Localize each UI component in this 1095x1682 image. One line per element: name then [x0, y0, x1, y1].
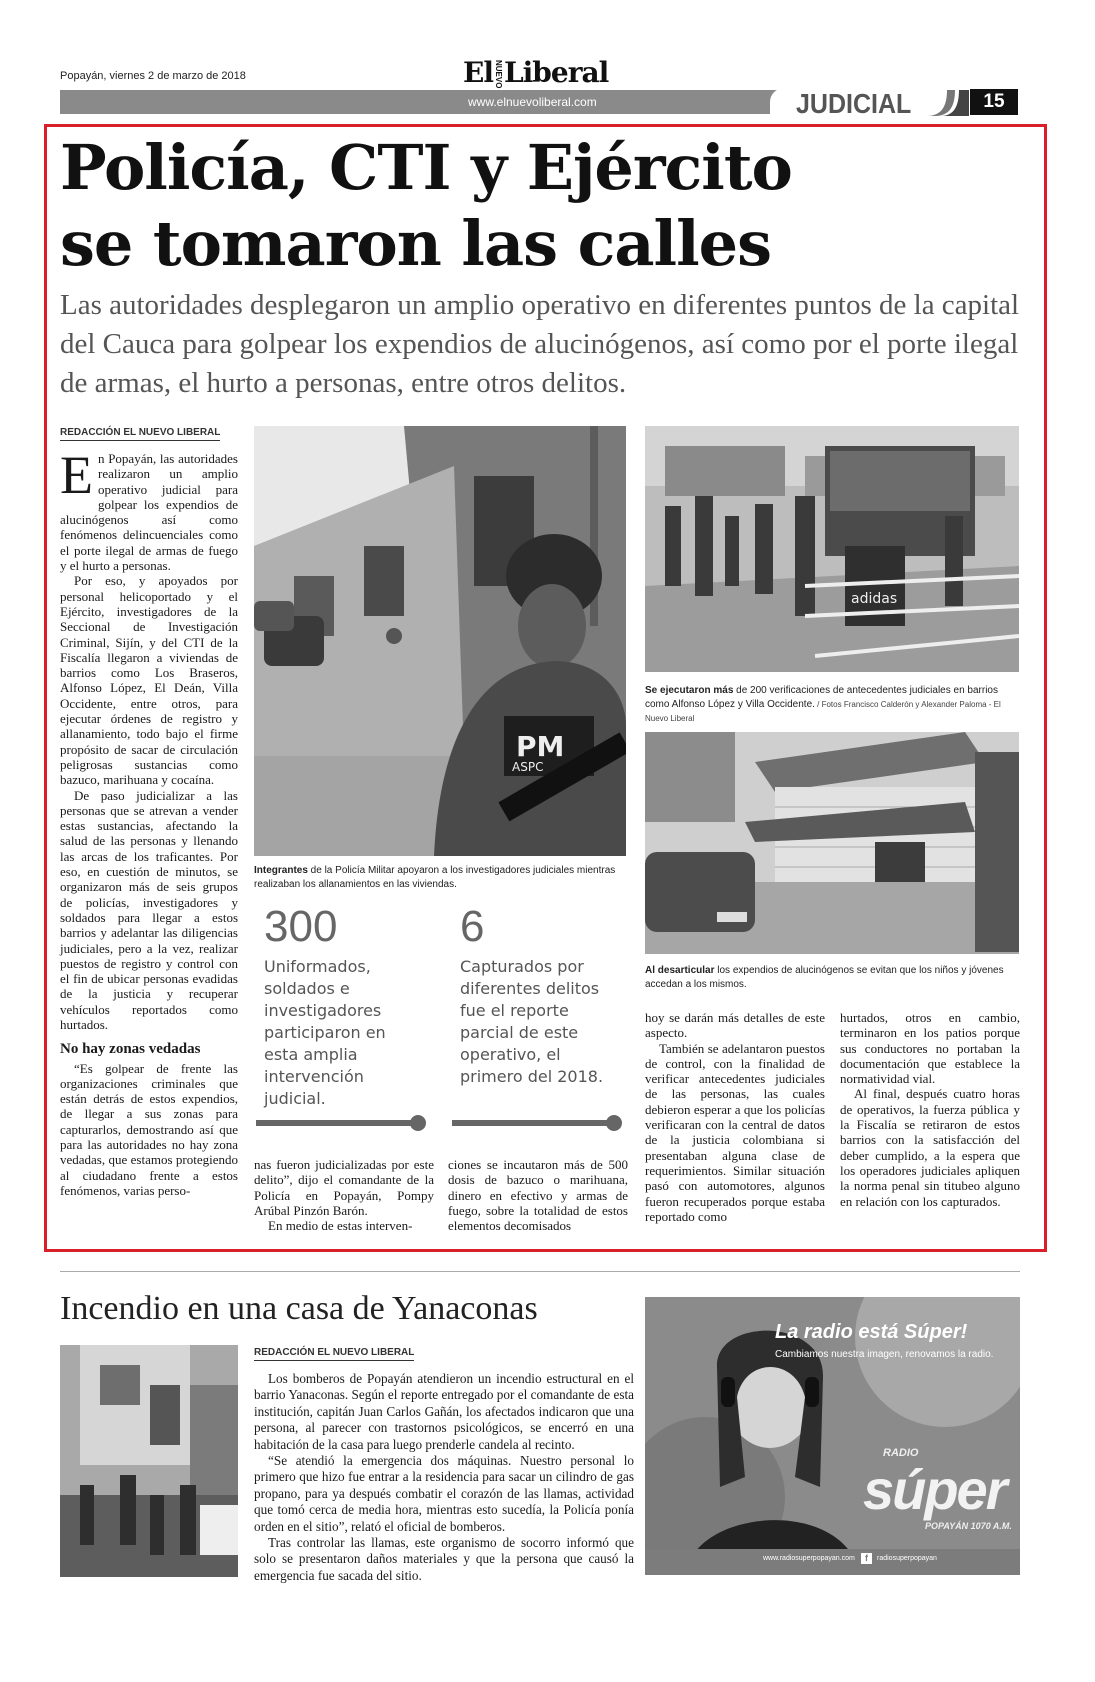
fire-scene-photo-illustration — [60, 1345, 238, 1577]
paragraph: Tras controlar las llamas, este organismo de socorro informó que solo se presentaron daños materiales y que la persona que causó la emergencia fue sacada del sitio. — [254, 1535, 634, 1583]
paragraph: hurtados, otros en cambio, terminaron en los patios porque sus conductores no portaban la documentación que establece la normatividad vial. — [840, 1010, 1020, 1087]
article-column-4 — [645, 1010, 825, 1224]
paragraph: En Popayán, las autoridades realizaron un amplio operativo judicial para golpear los expendios de alucinógenos así como fenómenos delincuenciales como el porte ilegal de armas de fuego y el hurto a personas. — [60, 445, 238, 574]
photo-fire-scene — [60, 1345, 238, 1577]
website-url[interactable]: www.elnuevoliberal.com — [468, 95, 597, 109]
ad-website[interactable]: www.radiosuperpopayan.com — [763, 1555, 855, 1562]
radio-super-advertisement[interactable] — [645, 1297, 1020, 1575]
logo-el: El — [463, 56, 493, 89]
paragraph: ciones se incautaron más de 500 dosis de bazuco o marihuana, dinero en efectivo y armas de fuego, sobre la totalidad de estos elementos decomisados — [448, 1157, 628, 1234]
paragraph: En medio de estas interven- — [268, 1218, 413, 1234]
stat-uniformed-number: 300 — [264, 902, 338, 951]
photo-credit: / Fotos Francisco Calderón y Alexander Paloma - El Nuevo Liberal — [645, 700, 1001, 723]
logo-liberal: Liberal — [503, 56, 609, 89]
article-column-1 — [60, 445, 238, 1198]
photo-house — [645, 732, 1019, 954]
section-divider — [60, 1271, 1020, 1272]
vest-label: PM — [516, 730, 565, 763]
ad-tagline: La radio está Súper! — [775, 1321, 968, 1343]
newspaper-logo[interactable] — [463, 56, 608, 89]
section-name: JUDICIAL — [796, 88, 912, 120]
paragraph: Los bomberos de Popayán atendieron un incendio estructural en el barrio Yanaconas. Según el reporte entregado por el comandante de esta institución, capitán Juan Carlos Gañán, los afectados indicaron que una persona, al parecer con trastornos psicológicos, se encerró en una habitación de la casa para luego prenderle candela al recinto. — [254, 1371, 634, 1452]
ad-subline: Cambiamos nuestra imagen, renovamos la radio. — [775, 1349, 994, 1360]
stat-divider — [452, 1120, 612, 1126]
logo-nuevo: NUEVO — [493, 60, 503, 89]
checkpoint-photo-illustration — [645, 426, 1019, 672]
paragraph: nas fueron judicializadas por este delito”, dijo el comandante de la Policía en Popayán, Pompy Arúbal Pinzón Barón. — [254, 1157, 434, 1218]
paragraph: “Se atendió la emergencia dos máquinas. Nuestro personal lo primero que hizo fue entrar a la residencia para sacar un cilindro de gas propano, para ya después combatir el corazón de las llamas, actividad que tomó cerca de media hora, mientras esto sucedía, la Policía ponía orden en el sitio”, relató el oficial de bomberos. — [254, 1453, 634, 1534]
paragraph: Por eso, y apoyados por personal helicoportado y el Ejército, investigadores de la Seccional de Investigación Criminal, Sijín, y del CTI de la Fiscalía llegaron a viviendas de barrios como Los Braseros, Alfonso López, El Deán, Villa Occidente, entre otros, para ejecutar órdenes de registro y allanamiento, todo bajo el firme propósito de sacar de circulación peligrosas sustancias como bazuco, marihuana y cocaína. — [60, 573, 238, 788]
stat-dot — [606, 1115, 622, 1131]
stat-dot — [410, 1115, 426, 1131]
article-column-2 — [254, 1157, 434, 1233]
paragraph: Al final, después cuatro horas de operativos, la fuerza pública y la Fiscalía se retiraron de estos barrios con la satisfacción del deber cumplido, a la espera que los operadores judiciales apliquen la norma penal sin titubeo alguno en relación con los capturados. — [840, 1086, 1020, 1209]
photo3-caption: Al desarticular los expendios de alucinógenos se evitan que los niños y jóvenes accedan a los mismos. — [645, 965, 1004, 990]
headline-line-1: Policía, CTI y Ejército — [60, 131, 792, 204]
issue-date: Popayán, viernes 2 de marzo de 2018 — [60, 70, 246, 82]
paragraph: De paso judicializar a las personas que se atrevan a vender estas sustancias, afectando la salud de las personas y llenando las arcas de los traficantes. Por eso, en cuestión de minutos, se organizaron más de seis grupos de policías, investigadores y soldados para llegar a estos barrios y adelantar las diligencias judiciales, pero a la vez, realizar puestos de registro y control con el fin de ubicar personas evadidas de la justicia y recuperar vehículos reportados como hurtados. — [60, 787, 238, 1032]
house-photo-illustration — [645, 732, 1019, 954]
paragraph: También se adelantaron puestos de control, con la finalidad de verificar antecedentes judiciales de las personas, las cuales debieron esperar a que los policías verificaran con la central de datos de la justicia colombiana si presentaban alguna clase de requerimientos. Similar situación pasó con automotores, algunos fueron recuperados porque estaba reportado como — [645, 1040, 825, 1224]
vest-label-small: ASPC — [512, 760, 544, 774]
article-column-5 — [840, 1010, 1020, 1209]
photo1-caption: Integrantes de la Policía Militar apoyaron a los investigadores judiciales mientras realizaban los allanamientos en las viviendas. — [254, 865, 616, 890]
page-number: 15 — [970, 89, 1018, 115]
article2-byline: REDACCIÓN EL NUEVO LIBERAL — [254, 1347, 414, 1361]
article-column-3 — [448, 1157, 628, 1233]
stat-divider — [256, 1120, 416, 1126]
shirt-label: adidas — [851, 591, 898, 607]
photo2-caption: Se ejecutaron más de 200 verificaciones de antecedentes judiciales en barrios como Alfonso López y Villa Occidente. / Fotos Francisco Calderón y Alexander Paloma - El Nuevo Liberal — [645, 685, 1001, 723]
ad-brand-city: POPAYÁN 1070 A.M. — [925, 1521, 1012, 1531]
stat-captured-text: Capturados por diferentes delitos fue el reporte parcial de este operativo, el primero del 2018. — [460, 957, 604, 1086]
headline-line-2: se tomaron las calles — [60, 207, 771, 280]
ad-facebook[interactable]: radiosuperpopayan — [877, 1555, 937, 1562]
article2-headline: Incendio en una casa de Yanaconas — [60, 1290, 538, 1327]
paragraph: hoy se darán más detalles de este aspecto. — [645, 1010, 825, 1041]
soldier-photo-illustration — [254, 426, 626, 856]
drop-cap: E — [60, 445, 93, 505]
article-deck: Las autoridades desplegaron un amplio operativo en diferentes puntos de la capital del Cauca para golpear los expendios de alucinógenos, así como por el porte ilegal de armas, el hurto a personas, entre otros delitos. — [60, 289, 1020, 399]
ad-brand: súper — [863, 1458, 1006, 1521]
article2-body — [254, 1371, 634, 1584]
ad-brand-small: RADIO — [883, 1447, 919, 1459]
chevron-decoration-icon — [925, 90, 969, 116]
photo-military-police — [254, 426, 626, 856]
stat-captured-number: 6 — [460, 902, 485, 951]
stat-uniformed-text: Uniformados, soldados e investigadores participaron en esta amplia intervención judicial. — [264, 957, 386, 1108]
photo-checkpoint — [645, 426, 1019, 672]
facebook-icon[interactable]: f — [861, 1553, 872, 1564]
paragraph: “Es golpear de frente las organizaciones criminales que están detrás de estos expendios, de llegar a sus zonas para capturarlos, demostrando así que para las autoridades no hay zona vedadas, que estamos protegiendo al ciudadano frente a estos fenómenos, varias perso- — [60, 1060, 238, 1198]
byline: REDACCIÓN EL NUEVO LIBERAL — [60, 427, 220, 441]
subheading: No hay zonas vedadas — [60, 1041, 201, 1058]
article-headline — [60, 130, 1020, 282]
